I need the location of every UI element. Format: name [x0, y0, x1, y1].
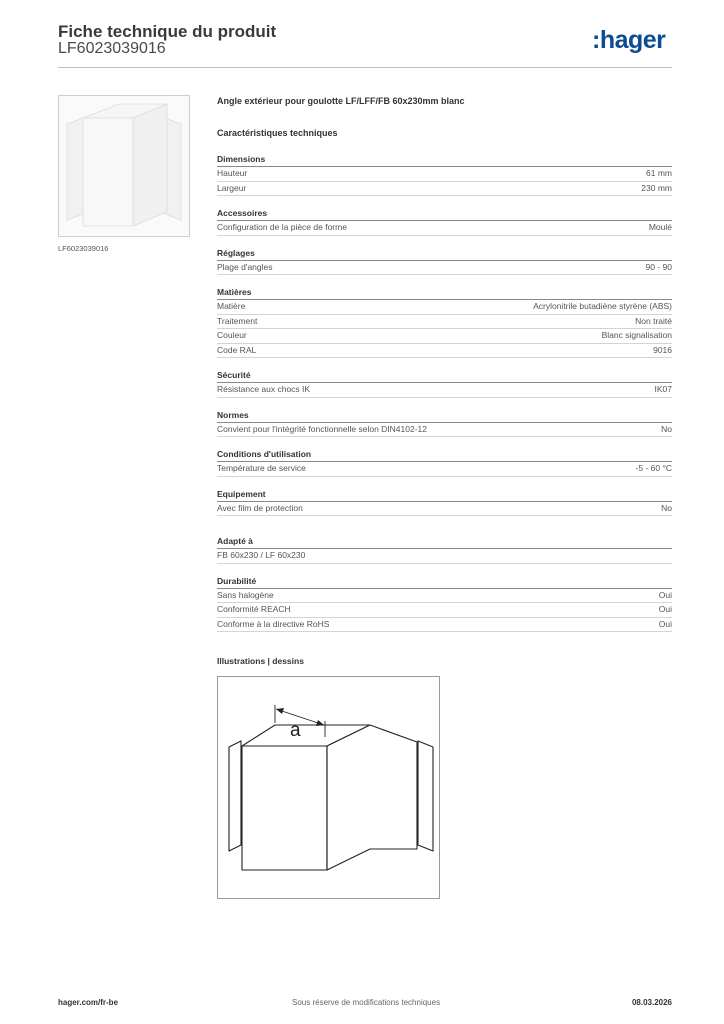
- spec-value: Oui: [658, 589, 672, 600]
- section-title: Dimensions: [217, 153, 672, 167]
- spec-row: [217, 589, 672, 604]
- section-title: Matières: [217, 286, 672, 300]
- spec-label: Largeur: [217, 182, 247, 193]
- spec-row: [217, 261, 672, 276]
- spec-label: Couleur: [217, 330, 247, 340]
- spec-value: Oui: [658, 604, 672, 614]
- spec-section: [217, 153, 672, 196]
- specifications: [217, 96, 672, 632]
- spec-value: No: [661, 502, 672, 513]
- spec-row: [217, 383, 672, 398]
- spec-section: [217, 207, 672, 236]
- spec-row: [217, 462, 672, 477]
- spec-label: Température de service: [217, 463, 306, 473]
- spec-row: [217, 549, 672, 564]
- spec-label: Code RAL: [217, 344, 257, 355]
- spec-row: [217, 329, 672, 344]
- section-title: Equipement: [217, 488, 672, 502]
- section-title: Conditions d'utilisation: [217, 448, 672, 462]
- spec-label: Résistance aux chocs IK: [217, 384, 311, 394]
- spec-row: [217, 603, 672, 618]
- spec-label: Sans halogène: [217, 589, 274, 600]
- spec-value: 9016: [653, 344, 672, 355]
- spec-value: Blanc signalisation: [601, 330, 672, 340]
- footer-disclaimer: Sous réserve de modifications techniques: [292, 998, 441, 1007]
- spec-value: Acrylonitrile butadiène styrène (ABS): [533, 301, 672, 311]
- spec-value: Non traité: [635, 315, 672, 326]
- spec-value: 90 - 90: [645, 261, 672, 272]
- spec-row: [217, 618, 672, 633]
- spec-row: [217, 167, 672, 182]
- spec-label: Matière: [217, 301, 246, 311]
- spec-section: [217, 369, 672, 398]
- spec-value: -5 - 60 °C: [635, 463, 672, 473]
- spec-label: Avec film de protection: [217, 502, 303, 513]
- spec-value: 61 mm: [646, 168, 672, 178]
- spec-section: [217, 448, 672, 477]
- spec-value: Moulé: [648, 222, 672, 232]
- spec-label: Plage d'angles: [217, 261, 273, 272]
- product-reference: LF6023039016: [58, 40, 166, 57]
- hager-logo[interactable]: :hager: [592, 26, 666, 54]
- left-end-cap: [229, 741, 241, 851]
- product-thumbnail: [58, 95, 190, 237]
- spec-section: [217, 535, 672, 564]
- spec-label: Traitement: [217, 315, 258, 326]
- spec-row: [217, 344, 672, 359]
- spec-label: Convient pour l'intégrité fonctionnelle selon DIN4102-12: [217, 423, 428, 434]
- spec-section: [217, 575, 672, 633]
- spec-row: [217, 423, 672, 438]
- spec-row: [217, 502, 672, 517]
- header-divider: [58, 67, 672, 68]
- spec-section: [217, 247, 672, 276]
- spec-section: [217, 488, 672, 517]
- spec-section: [217, 409, 672, 438]
- illustrations-heading: Illustrations | dessins: [217, 656, 304, 666]
- section-title: Réglages: [217, 247, 672, 261]
- footer-website-link[interactable]: hager.com/fr-be: [58, 998, 119, 1007]
- thumbnail-caption: LF6023039016: [58, 244, 109, 253]
- technical-characteristics-heading: Caractéristiques techniques: [217, 128, 338, 138]
- spec-value: 230 mm: [641, 182, 672, 193]
- spec-label: FB 60x230 / LF 60x230: [217, 550, 306, 560]
- section-title: Normes: [217, 409, 672, 423]
- spec-row: [217, 221, 672, 236]
- right-end-cap: [418, 741, 433, 851]
- section-title: Adapté à: [217, 535, 672, 549]
- section-title: Sécurité: [217, 369, 672, 383]
- angle-front-face: [242, 746, 327, 870]
- spec-label: Hauteur: [217, 168, 248, 178]
- section-title: Durabilité: [217, 575, 672, 589]
- spec-value: Oui: [658, 618, 672, 629]
- spec-row: [217, 300, 672, 315]
- dimension-label: a: [290, 720, 301, 741]
- spec-value: No: [661, 423, 672, 434]
- spec-label: Configuration de la pièce de forme: [217, 222, 347, 232]
- spec-row: [217, 315, 672, 330]
- section-title: Accessoires: [217, 207, 672, 221]
- spec-value: IK07: [654, 384, 672, 394]
- spec-section: [217, 286, 672, 358]
- spec-label: Conforme à la directive RoHS: [217, 618, 330, 629]
- product-name: Angle extérieur pour goulotte LF/LFF/FB 60x230mm blanc: [217, 96, 465, 106]
- dimension-drawing: [217, 676, 440, 899]
- angle-side-face: [327, 725, 417, 870]
- page-title: Fiche technique du produit: [58, 22, 277, 41]
- spec-sections: [217, 153, 672, 632]
- spec-label: Conformité REACH: [217, 604, 291, 614]
- footer-date: 08.03.2026: [631, 998, 672, 1007]
- spec-row: [217, 182, 672, 197]
